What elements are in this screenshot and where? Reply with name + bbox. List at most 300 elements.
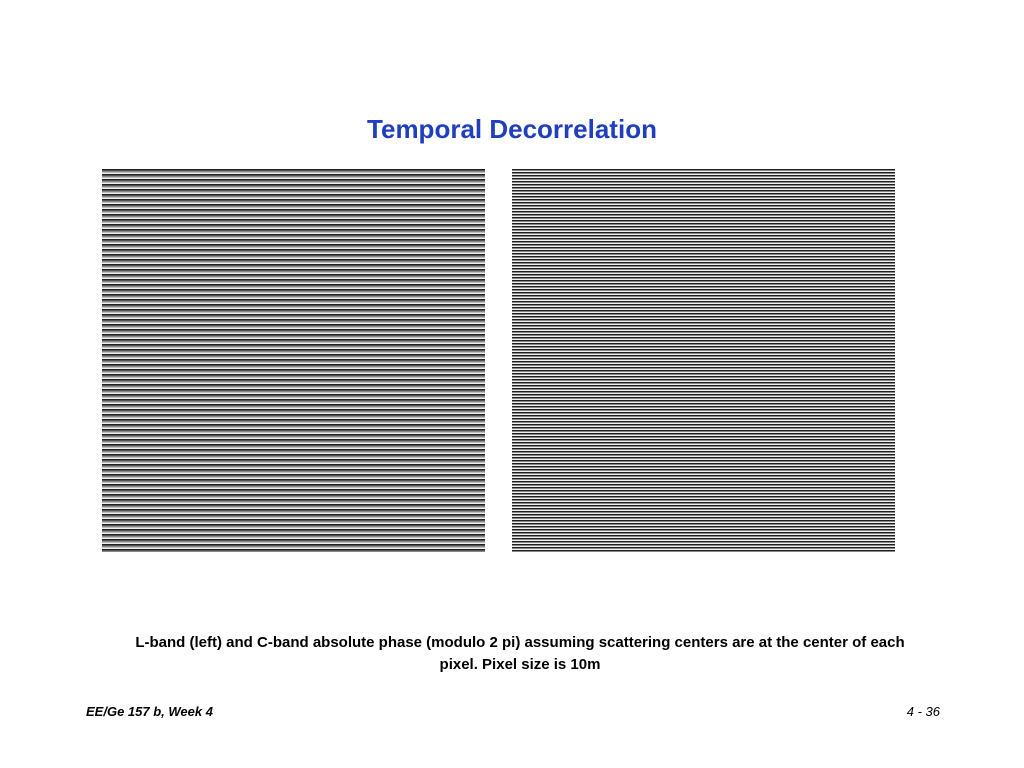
l-band-stripe-row — [102, 381, 485, 382]
c-band-stripe-row — [512, 529, 895, 530]
c-band-stripe-row — [512, 491, 895, 492]
l-band-stripe-row — [102, 363, 485, 364]
c-band-stripe-row — [512, 462, 895, 463]
l-band-stripe-row — [102, 416, 485, 417]
c-band-stripe-row — [512, 250, 895, 251]
c-band-stripe-row — [512, 368, 895, 369]
c-band-stripe-row — [512, 219, 895, 220]
c-band-stripe-row — [512, 419, 895, 420]
c-band-stripe-row — [512, 468, 895, 469]
c-band-stripe-row — [512, 196, 895, 197]
l-band-stripe-row — [102, 440, 485, 441]
l-band-stripe-row — [102, 199, 485, 200]
c-band-stripe-row — [512, 324, 895, 325]
c-band-stripe-row — [512, 517, 895, 518]
c-band-stripe-row — [512, 435, 895, 436]
l-band-stripe-row — [102, 270, 485, 271]
l-band-stripe-row — [102, 205, 485, 206]
c-band-stripe-row — [512, 251, 895, 252]
c-band-stripe-row — [512, 429, 895, 430]
l-band-stripe-row — [102, 511, 485, 512]
l-band-stripe-row — [102, 307, 485, 308]
l-band-stripe-row — [102, 442, 485, 443]
c-band-stripe-row — [512, 487, 895, 488]
c-band-stripe-row — [512, 197, 895, 198]
c-band-stripe-row — [512, 311, 895, 312]
l-band-stripe-row — [102, 215, 485, 216]
c-band-stripe-row — [512, 533, 895, 534]
l-band-stripe-row — [102, 337, 485, 338]
l-band-stripe-row — [102, 283, 485, 284]
c-band-stripe-row — [512, 258, 895, 259]
l-band-stripe-row — [102, 312, 485, 313]
c-band-stripe-row — [512, 344, 895, 345]
c-band-stripe-row — [512, 551, 895, 552]
c-band-stripe-row — [512, 276, 895, 277]
l-band-stripe-row — [102, 253, 485, 254]
c-band-stripe-row — [512, 367, 895, 368]
l-band-stripe-row — [102, 480, 485, 481]
l-band-stripe-row — [102, 487, 485, 488]
c-band-stripe-row — [512, 305, 895, 306]
c-band-stripe-row — [512, 469, 895, 470]
l-band-stripe-row — [102, 315, 485, 316]
c-band-stripe-row — [512, 330, 895, 331]
l-band-stripe-row — [102, 334, 485, 335]
l-band-stripe-row — [102, 484, 485, 485]
c-band-stripe-row — [512, 338, 895, 339]
c-band-stripe-row — [512, 406, 895, 407]
l-band-stripe-row — [102, 397, 485, 398]
l-band-stripe-row — [102, 183, 485, 184]
c-band-stripe-row — [512, 234, 895, 235]
c-band-stripe-row — [512, 224, 895, 225]
c-band-stripe-row — [512, 227, 895, 228]
c-band-stripe-row — [512, 549, 895, 550]
l-band-stripe-row — [102, 468, 485, 469]
l-band-stripe-row — [102, 299, 485, 300]
c-band-stripe-row — [512, 520, 895, 521]
l-band-stripe-row — [102, 545, 485, 546]
l-band-stripe-row — [102, 505, 485, 506]
c-band-stripe-row — [512, 335, 895, 336]
c-band-stripe-row — [512, 494, 895, 495]
c-band-stripe-row — [512, 236, 895, 237]
c-band-stripe-row — [512, 259, 895, 260]
l-band-stripe-row — [102, 235, 485, 236]
c-band-stripe-row — [512, 426, 895, 427]
c-band-stripe-row — [512, 198, 895, 199]
c-band-stripe-row — [512, 495, 895, 496]
l-band-stripe-row — [102, 473, 485, 474]
c-band-stripe-row — [512, 544, 895, 545]
c-band-stripe-row — [512, 175, 895, 176]
l-band-stripe-row — [102, 403, 485, 404]
c-band-stripe-row — [512, 263, 895, 264]
c-band-stripe-row — [512, 358, 895, 359]
l-band-stripe-row — [102, 384, 485, 385]
c-band-stripe-row — [512, 438, 895, 439]
c-band-stripe-row — [512, 252, 895, 253]
l-band-stripe-row — [102, 274, 485, 275]
c-band-stripe-row — [512, 547, 895, 548]
l-band-stripe-row — [102, 272, 485, 273]
c-band-stripe-row — [512, 378, 895, 379]
l-band-stripe-row — [102, 425, 485, 426]
l-band-stripe-row — [102, 277, 485, 278]
c-band-stripe-row — [512, 465, 895, 466]
c-band-stripe-row — [512, 417, 895, 418]
c-band-stripe-row — [512, 346, 895, 347]
l-band-stripe-row — [102, 219, 485, 220]
c-band-stripe-row — [512, 289, 895, 290]
l-band-stripe-row — [102, 519, 485, 520]
c-band-stripe-row — [512, 304, 895, 305]
c-band-stripe-row — [512, 519, 895, 520]
l-band-stripe-row — [102, 411, 485, 412]
c-band-stripe-row — [512, 436, 895, 437]
c-band-stripe-row — [512, 369, 895, 370]
c-band-stripe-row — [512, 432, 895, 433]
l-band-stripe-row — [102, 436, 485, 437]
l-band-stripe-row — [102, 187, 485, 188]
c-band-stripe-row — [512, 363, 895, 364]
l-band-stripe-row — [102, 525, 485, 526]
l-band-stripe-row — [102, 282, 485, 283]
l-band-stripe-row — [102, 499, 485, 500]
c-band-stripe-row — [512, 188, 895, 189]
l-band-stripe-row — [102, 374, 485, 375]
l-band-stripe-row — [102, 305, 485, 306]
c-band-stripe-row — [512, 387, 895, 388]
c-band-stripe-row — [512, 476, 895, 477]
l-band-stripe-row — [102, 438, 485, 439]
c-band-stripe-row — [512, 500, 895, 501]
c-band-stripe-row — [512, 294, 895, 295]
l-band-stripe-row — [102, 429, 485, 430]
l-band-stripe-row — [102, 220, 485, 221]
l-band-stripe-row — [102, 323, 485, 324]
c-band-stripe-row — [512, 301, 895, 302]
l-band-stripe-row — [102, 405, 485, 406]
c-band-stripe-row — [512, 365, 895, 366]
c-band-stripe-row — [512, 272, 895, 273]
c-band-stripe-row — [512, 454, 895, 455]
c-band-stripe-row — [512, 318, 895, 319]
l-band-stripe-row — [102, 396, 485, 397]
c-band-stripe-row — [512, 445, 895, 446]
l-band-stripe-row — [102, 222, 485, 223]
l-band-stripe-row — [102, 169, 485, 170]
c-band-stripe-row — [512, 194, 895, 195]
c-band-stripe-row — [512, 185, 895, 186]
l-band-stripe-row — [102, 399, 485, 400]
l-band-stripe-row — [102, 407, 485, 408]
l-band-stripe-row — [102, 483, 485, 484]
l-band-stripe-row — [102, 178, 485, 179]
c-band-stripe-row — [512, 452, 895, 453]
l-band-stripe-row — [102, 385, 485, 386]
c-band-stripe-row — [512, 210, 895, 211]
c-band-stripe-row — [512, 189, 895, 190]
l-band-stripe-row — [102, 379, 485, 380]
l-band-stripe-row — [102, 471, 485, 472]
l-band-stripe-row — [102, 469, 485, 470]
c-band-stripe-row — [512, 501, 895, 502]
c-band-stripe-row — [512, 244, 895, 245]
l-band-stripe-row — [102, 255, 485, 256]
l-band-stripe-row — [102, 391, 485, 392]
l-band-stripe-row — [102, 445, 485, 446]
c-band-stripe-row — [512, 195, 895, 196]
c-band-stripe-row — [512, 480, 895, 481]
c-band-stripe-row — [512, 268, 895, 269]
c-band-stripe-row — [512, 512, 895, 513]
c-band-stripe-row — [512, 341, 895, 342]
c-band-stripe-row — [512, 238, 895, 239]
l-band-stripe-row — [102, 175, 485, 176]
l-band-stripe-row — [102, 320, 485, 321]
l-band-stripe-row — [102, 278, 485, 279]
c-band-stripe-row — [512, 184, 895, 185]
l-band-stripe-row — [102, 449, 485, 450]
c-band-stripe-row — [512, 398, 895, 399]
c-band-stripe-row — [512, 403, 895, 404]
c-band-stripe-row — [512, 353, 895, 354]
l-band-stripe-row — [102, 423, 485, 424]
l-band-stripe-row — [102, 194, 485, 195]
l-band-stripe-row — [102, 191, 485, 192]
c-band-stripe-row — [512, 316, 895, 317]
c-band-stripe-row — [512, 483, 895, 484]
l-band-stripe-row — [102, 392, 485, 393]
c-band-stripe-row — [512, 269, 895, 270]
l-band-stripe-row — [102, 474, 485, 475]
l-band-stripe-row — [102, 404, 485, 405]
c-band-stripe-row — [512, 218, 895, 219]
c-band-stripe-row — [512, 254, 895, 255]
c-band-stripe-row — [512, 277, 895, 278]
l-band-stripe-row — [102, 300, 485, 301]
l-band-stripe-row — [102, 507, 485, 508]
c-band-stripe-row — [512, 381, 895, 382]
c-band-stripe-row — [512, 174, 895, 175]
l-band-stripe-row — [102, 338, 485, 339]
c-band-stripe-row — [512, 354, 895, 355]
l-band-stripe-row — [102, 314, 485, 315]
l-band-stripe-row — [102, 177, 485, 178]
l-band-stripe-row — [102, 488, 485, 489]
c-band-phase-stripes — [512, 169, 895, 552]
l-band-stripe-row — [102, 427, 485, 428]
c-band-stripe-row — [512, 384, 895, 385]
c-band-stripe-row — [512, 442, 895, 443]
l-band-stripe-row — [102, 198, 485, 199]
c-band-stripe-row — [512, 428, 895, 429]
c-band-stripe-row — [512, 209, 895, 210]
c-band-stripe-row — [512, 474, 895, 475]
l-band-stripe-row — [102, 441, 485, 442]
l-band-stripe-row — [102, 236, 485, 237]
c-band-stripe-row — [512, 178, 895, 179]
c-band-stripe-row — [512, 482, 895, 483]
c-band-stripe-row — [512, 348, 895, 349]
l-band-stripe-row — [102, 528, 485, 529]
l-band-stripe-row — [102, 446, 485, 447]
c-band-stripe-row — [512, 211, 895, 212]
c-band-stripe-row — [512, 434, 895, 435]
c-band-stripe-row — [512, 170, 895, 171]
l-band-stripe-row — [102, 346, 485, 347]
c-band-stripe-row — [512, 389, 895, 390]
c-band-stripe-row — [512, 298, 895, 299]
l-band-stripe-row — [102, 361, 485, 362]
l-band-stripe-row — [102, 533, 485, 534]
l-band-stripe-row — [102, 254, 485, 255]
c-band-stripe-row — [512, 322, 895, 323]
c-band-stripe-row — [512, 550, 895, 551]
l-band-stripe-row — [102, 517, 485, 518]
l-band-stripe-row — [102, 204, 485, 205]
c-band-stripe-row — [512, 390, 895, 391]
l-band-stripe-row — [102, 316, 485, 317]
l-band-stripe-row — [102, 541, 485, 542]
c-band-stripe-row — [512, 355, 895, 356]
l-band-stripe-row — [102, 271, 485, 272]
c-band-stripe-row — [512, 418, 895, 419]
l-band-stripe-row — [102, 309, 485, 310]
c-band-stripe-row — [512, 173, 895, 174]
c-band-stripe-row — [512, 206, 895, 207]
l-band-stripe-row — [102, 360, 485, 361]
c-band-stripe-row — [512, 261, 895, 262]
l-band-stripe-row — [102, 258, 485, 259]
l-band-stripe-row — [102, 249, 485, 250]
c-band-stripe-row — [512, 342, 895, 343]
l-band-stripe-row — [102, 536, 485, 537]
c-band-stripe-row — [512, 336, 895, 337]
l-band-stripe-row — [102, 356, 485, 357]
c-band-stripe-row — [512, 288, 895, 289]
c-band-stripe-row — [512, 176, 895, 177]
l-band-stripe-row — [102, 439, 485, 440]
l-band-stripe-row — [102, 303, 485, 304]
c-band-stripe-row — [512, 187, 895, 188]
c-band-stripe-row — [512, 546, 895, 547]
l-band-stripe-row — [102, 359, 485, 360]
l-band-stripe-row — [102, 252, 485, 253]
l-band-stripe-row — [102, 415, 485, 416]
c-band-stripe-row — [512, 326, 895, 327]
l-band-stripe-row — [102, 324, 485, 325]
c-band-stripe-row — [512, 534, 895, 535]
c-band-stripe-row — [512, 343, 895, 344]
l-band-stripe-row — [102, 390, 485, 391]
c-band-stripe-row — [512, 470, 895, 471]
c-band-stripe-row — [512, 543, 895, 544]
l-band-stripe-row — [102, 242, 485, 243]
l-band-stripe-row — [102, 192, 485, 193]
l-band-stripe-row — [102, 465, 485, 466]
l-band-stripe-row — [102, 318, 485, 319]
l-band-stripe-row — [102, 477, 485, 478]
l-band-stripe-row — [102, 179, 485, 180]
l-band-stripe-row — [102, 372, 485, 373]
l-band-stripe-row — [102, 401, 485, 402]
c-band-stripe-row — [512, 488, 895, 489]
c-band-stripe-row — [512, 182, 895, 183]
l-band-stripe-row — [102, 186, 485, 187]
c-band-stripe-row — [512, 536, 895, 537]
c-band-stripe-row — [512, 323, 895, 324]
c-band-stripe-row — [512, 548, 895, 549]
c-band-stripe-row — [512, 508, 895, 509]
l-band-stripe-row — [102, 224, 485, 225]
l-band-stripe-row — [102, 481, 485, 482]
c-band-stripe-row — [512, 400, 895, 401]
c-band-stripe-row — [512, 233, 895, 234]
l-band-stripe-row — [102, 261, 485, 262]
c-band-stripe-row — [512, 453, 895, 454]
c-band-stripe-row — [512, 225, 895, 226]
c-band-stripe-row — [512, 193, 895, 194]
l-band-stripe-row — [102, 377, 485, 378]
c-band-stripe-row — [512, 282, 895, 283]
c-band-stripe-row — [512, 350, 895, 351]
c-band-stripe-row — [512, 412, 895, 413]
l-band-stripe-row — [102, 196, 485, 197]
l-band-stripe-row — [102, 317, 485, 318]
l-band-stripe-row — [102, 201, 485, 202]
l-band-stripe-row — [102, 366, 485, 367]
l-band-stripe-row — [102, 492, 485, 493]
l-band-stripe-row — [102, 348, 485, 349]
c-band-stripe-row — [512, 370, 895, 371]
l-band-stripe-row — [102, 208, 485, 209]
course-footer: EE/Ge 157 b, Week 4 — [86, 704, 213, 719]
l-band-stripe-row — [102, 472, 485, 473]
l-band-stripe-row — [102, 521, 485, 522]
l-band-stripe-row — [102, 543, 485, 544]
l-band-stripe-row — [102, 203, 485, 204]
l-band-stripe-row — [102, 515, 485, 516]
l-band-stripe-row — [102, 294, 485, 295]
c-band-stripe-row — [512, 239, 895, 240]
l-band-stripe-row — [102, 535, 485, 536]
c-band-stripe-row — [512, 393, 895, 394]
l-band-stripe-row — [102, 231, 485, 232]
c-band-stripe-row — [512, 262, 895, 263]
l-band-stripe-row — [102, 284, 485, 285]
l-band-stripe-row — [102, 498, 485, 499]
c-band-stripe-row — [512, 513, 895, 514]
l-band-stripe-row — [102, 293, 485, 294]
c-band-stripe-row — [512, 332, 895, 333]
l-band-stripe-row — [102, 304, 485, 305]
l-band-stripe-row — [102, 537, 485, 538]
l-band-stripe-row — [102, 420, 485, 421]
c-band-stripe-row — [512, 460, 895, 461]
l-band-stripe-row — [102, 547, 485, 548]
l-band-stripe-row — [102, 389, 485, 390]
c-band-stripe-row — [512, 542, 895, 543]
l-band-stripe-row — [102, 339, 485, 340]
c-band-stripe-row — [512, 303, 895, 304]
l-band-stripe-row — [102, 448, 485, 449]
c-band-stripe-row — [512, 502, 895, 503]
l-band-stripe-row — [102, 510, 485, 511]
c-band-stripe-row — [512, 351, 895, 352]
